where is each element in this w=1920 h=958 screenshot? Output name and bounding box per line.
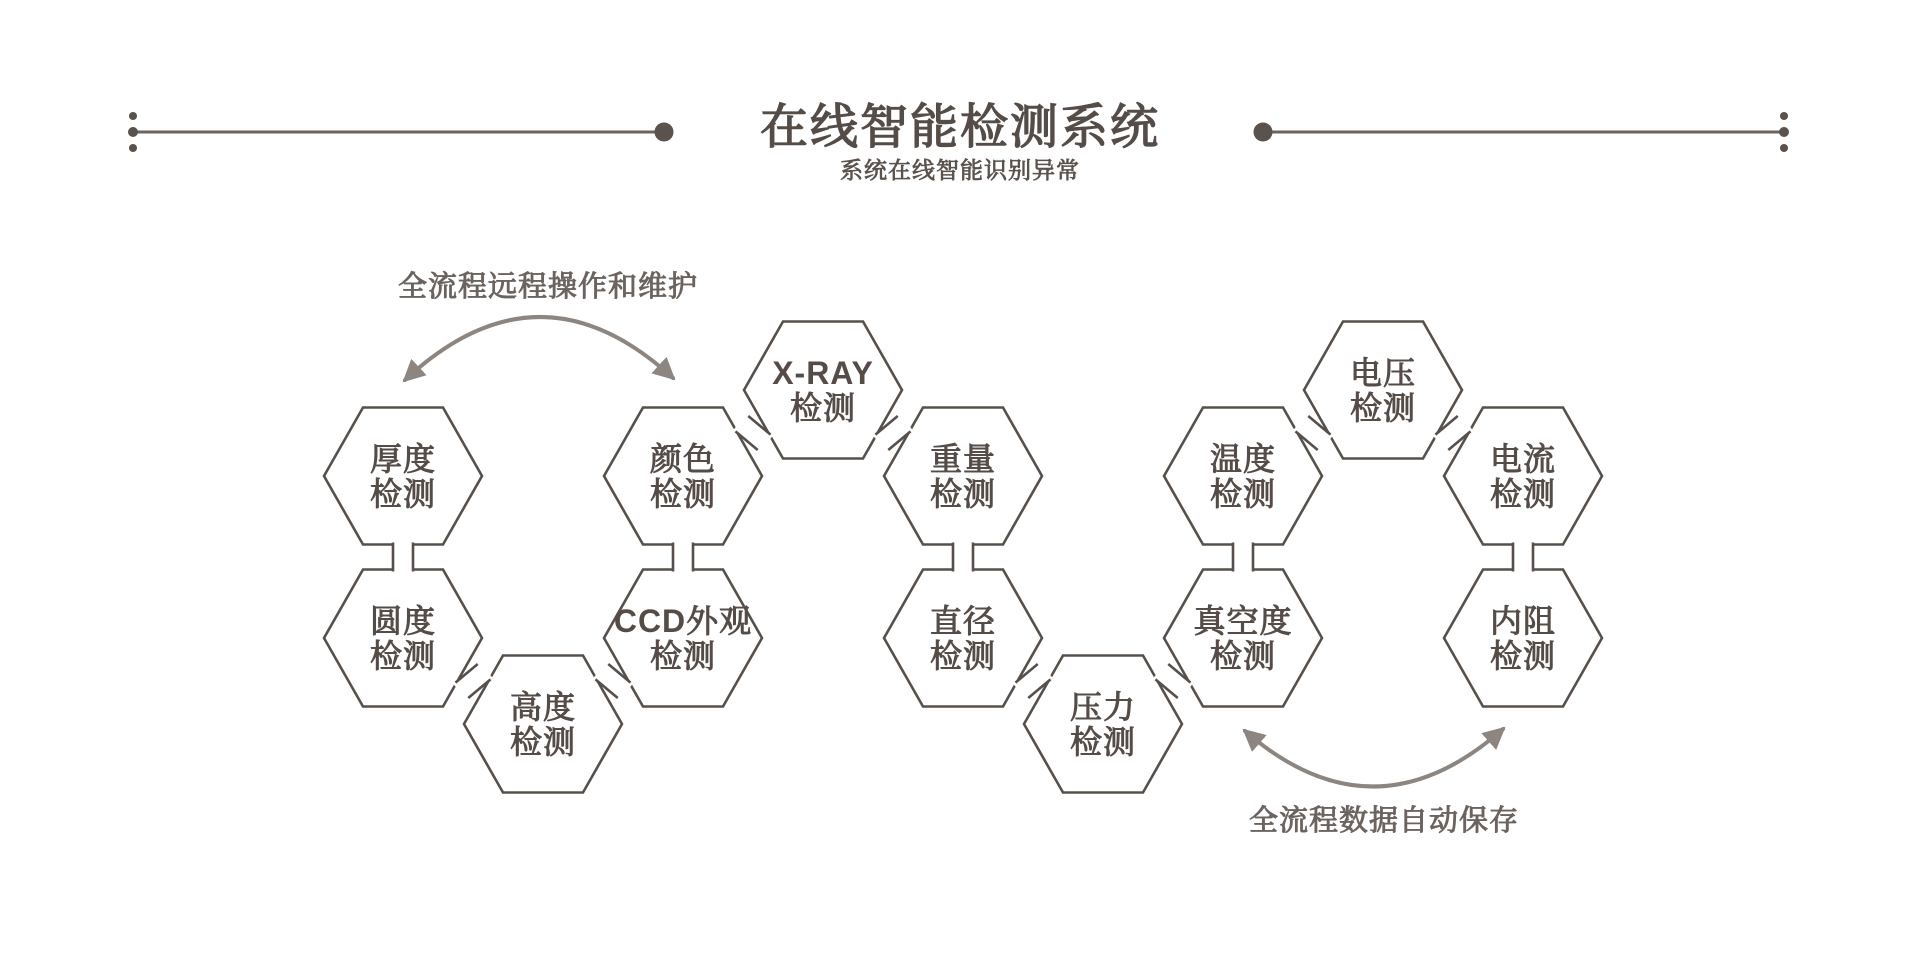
hex-label-line2: 检测 (369, 638, 437, 674)
hex-label-line1: X-RAY (772, 355, 874, 391)
hex-label-line1: 重量 (929, 441, 997, 477)
hex-label-thickness (370, 441, 436, 512)
hex-label-line1: 真空度 (1193, 603, 1293, 639)
hex-label-line2: 检测 (649, 638, 717, 674)
bullet-dot-icon (655, 123, 674, 142)
annotation-remote-operation: 全流程远程操作和维护 (397, 271, 699, 303)
hex-connector (393, 540, 414, 574)
hex-label-line1: 颜色 (649, 441, 717, 477)
page-subtitle: 系统在线智能识别异常 (840, 157, 1080, 183)
dot-icon (129, 112, 137, 120)
hex-label-diameter (930, 603, 996, 674)
hex-label-line1: 压力 (1069, 689, 1137, 725)
hex-label-line2: 检测 (1209, 638, 1277, 674)
header-rule-right (1254, 112, 1790, 152)
hex-label-internal-resistance (1490, 603, 1556, 674)
hex-label-line2: 检测 (649, 476, 717, 512)
hex-label-pressure (1070, 689, 1136, 760)
hex-label-line2: 检测 (1349, 390, 1417, 426)
header-rule-left (128, 112, 674, 152)
hex-label-line2: 检测 (1489, 476, 1557, 512)
hex-label-line1: 高度 (509, 689, 577, 725)
hex-label-roundness (370, 603, 436, 674)
hex-label-temperature (1210, 441, 1276, 512)
hex-label-line2: 检测 (1209, 476, 1277, 512)
hex-connector (673, 540, 694, 574)
hex-label-height (510, 689, 576, 760)
remote-operation-arrow-icon (405, 317, 673, 380)
hex-label-line2: 检测 (789, 390, 857, 426)
hex-label-line1: 内阻 (1489, 603, 1557, 639)
hex-label-line2: 检测 (929, 638, 997, 674)
hex-label-weight (930, 441, 996, 512)
dot-icon (128, 127, 138, 137)
dot-icon (1780, 144, 1788, 152)
hex-label-voltage (1350, 355, 1416, 426)
data-save-arrow-icon (1245, 729, 1503, 787)
hex-label-line1: 直径 (929, 603, 997, 639)
dot-icon (1779, 127, 1789, 137)
dot-icon (1780, 112, 1788, 120)
hex-connector (1513, 540, 1534, 574)
hex-label-color (650, 441, 716, 512)
hex-label-line2: 检测 (369, 476, 437, 512)
hex-label-line1: 厚度 (369, 441, 437, 477)
page-title: 在线智能检测系统 (759, 101, 1161, 154)
hex-label-line1: CCD外观 (613, 603, 753, 639)
hex-label-line1: 电压 (1349, 355, 1417, 391)
hex-label-line2: 检测 (1489, 638, 1557, 674)
hex-label-line1: 温度 (1209, 441, 1277, 477)
hex-connector (1233, 540, 1254, 574)
hex-label-line2: 检测 (929, 476, 997, 512)
bullet-dot-icon (1254, 123, 1273, 142)
hex-label-line1: 圆度 (369, 603, 437, 639)
hex-label-line1: 电流 (1489, 441, 1557, 477)
hex-label-line2: 检测 (1069, 724, 1137, 760)
hex-label-current (1490, 441, 1556, 512)
hex-connector (953, 540, 974, 574)
hex-label-line2: 检测 (509, 724, 577, 760)
dot-icon (129, 144, 137, 152)
annotation-data-save: 全流程数据自动保存 (1248, 805, 1520, 837)
